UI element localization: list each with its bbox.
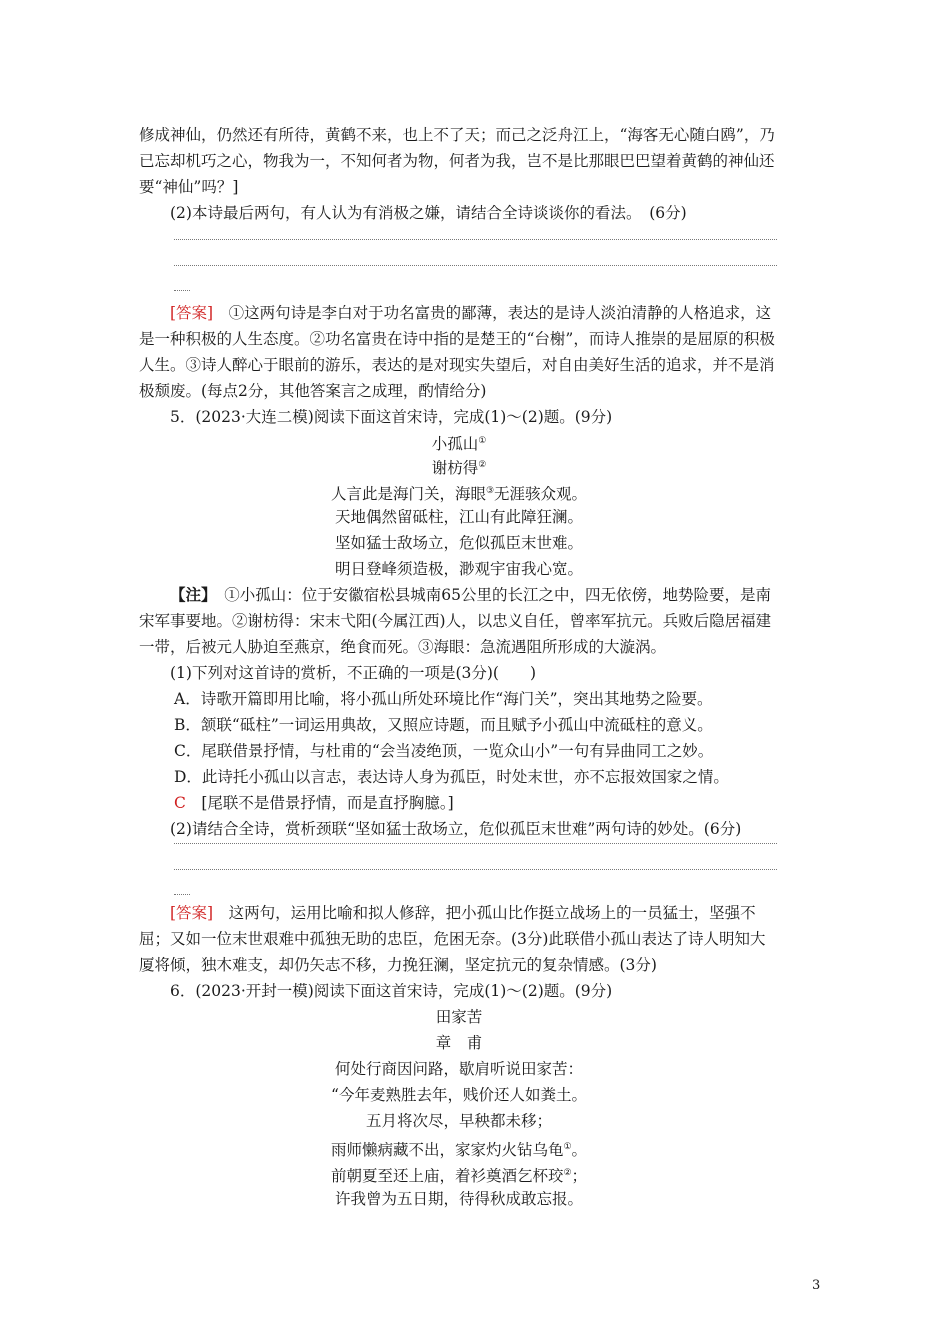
note-text: ①小孤山：位于安徽宿松县城南65公里的长江之中，四无依傍，地势险要，是南宋军事要地。②谢枋得：宋末弋阳(今属江西)人，以忠义自任，曾率军抗元。兵败后隐居福建一带，后被元人胁迫至燕京，绝食而死。③海眼：急流遇阻所形成的大漩涡。 [139,586,772,656]
poem-line-text: 前朝夏至还上庙，着衫奠酒乞杯珓 [330,1167,564,1186]
poem-line-text: 人言此是海门关，海眼 [330,485,486,504]
option-b: B．颔联“砥柱”一词运用典故，又照应诗题，而且赋予小孤山中流砥柱的意义。 [174,716,713,734]
poem-line [139,1160,779,1189]
question-5-2: (2)请结合全诗，赏析颈联“坚如猛士敌场立，危似孤臣末世难”两句诗的妙处。(6分) [170,820,742,838]
note-label: 【注】 [170,585,209,604]
page-number: 3 [812,1278,821,1293]
question-4-2: (2)本诗最后两句，有人认为有消极之嫌，请结合全诗谈谈你的看法。 (6分) [170,204,687,222]
poem-line: 天地偶然留砥柱，江山有此障狂澜。 [334,508,583,526]
answer-letter: C [174,794,186,812]
footnote-mark: ② [478,460,487,470]
answer-line [174,239,777,240]
answer-line [174,290,190,291]
poem-line: “今年麦熟胜去年，贱价还人如粪土。 [331,1086,587,1104]
poem-author [139,452,779,481]
poem-line-text: 无涯骇众观。 [494,485,588,504]
option-d: D．此诗托小孤山以言志，表达诗人身为孤臣，时处末世，亦不忘报效国家之情。 [174,768,729,786]
option-c: C．尾联借景抒情，与杜甫的“会当凌绝顶，一览众山小”一句有异曲同工之妙。 [174,742,714,760]
poem-line-text: 。 [571,1141,588,1160]
poem-title: 田家苦 [435,1008,483,1026]
answer-label: [答案] [170,904,214,922]
poem-line: 明日登峰须造极，渺观宇宙我心宽。 [334,560,583,578]
q4-answer [139,300,779,404]
poem-line-text: 雨师懒病藏不出，家家灼火钻乌龟 [330,1141,564,1160]
footnote-mark: ① [563,1142,572,1152]
q5-answer [139,900,779,978]
answer-text: 这两句，运用比喻和拟人修辞，把小孤山比作挺立战场上的一员猛士，坚强不屈；又如一位末世艰难中孤独无助的忠臣，危困无奈。(3分)此联借小孤山表达了诗人明知大厦将倾，独木难支，却仍矢志不移，力挽狂澜，坚定抗元的复杂情感。(3分) [139,904,766,974]
poem-line [139,478,779,507]
poem-title-text: 小孤山 [431,435,479,454]
question-6-stem: 6．(2023·开封一模)阅读下面这首宋诗，完成(1)～(2)题。(9分) [170,982,613,1000]
q5-1-answer [174,790,454,816]
q4-explanation-continued: 修成神仙，仍然还有所待，黄鹤不来，也上不了天；而己之泛舟江上，“海客无心随白鸥”，乃已忘却机巧之心，物我为一，不知何者为物，何者为我，岂不是比那眼巴巴望着黄鹤的神仙还要“神仙”吗？] [139,126,775,196]
footnote-mark: ① [478,436,487,446]
poem-line: 坚如猛士敌场立，危似孤臣末世难。 [334,534,583,552]
poem-line: 五月将次尽，早秧都未移； [365,1112,552,1130]
poem-line: 许我曾为五日期，待得秋成敢忘报。 [334,1190,583,1208]
answer-line [174,265,777,266]
question-5-stem: 5．(2023·大连二模)阅读下面这首宋诗，完成(1)～(2)题。(9分) [170,408,613,426]
q5-notes [139,582,779,660]
answer-line [174,869,777,870]
poem-author-text: 谢枋得 [431,459,479,478]
answer-text: ①这两句诗是李白对于功名富贵的鄙薄，表达的是诗人淡泊清静的人格追求，这是一种积极的人生态度。②功名富贵在诗中指的是楚王的“台榭”，而诗人推崇的是屈原的积极人生。③诗人醉心于眼前的游乐，表达的是对现实失望后，对自由美好生活的追求，并不是消极颓废。(每点2分，其他答案言之成理，酌情给分) [139,304,775,400]
question-5-1: (1)下列对这首诗的赏析，不正确的一项是(3分)( ) [170,664,537,682]
option-a: A．诗歌开篇即用比喻，将小孤山所处环境比作“海门关”，突出其地势之险要。 [174,690,713,708]
footnote-mark: ② [563,1168,572,1178]
poem-line [139,1134,779,1163]
answer-label: [答案] [170,304,214,322]
poem-line: 何处行商因问路，歇肩听说田家苦： [334,1060,583,1078]
answer-line [174,894,190,895]
poem-author: 章 甫 [435,1034,483,1052]
answer-line [174,843,777,844]
poem-line-text: ； [571,1167,588,1186]
footnote-mark: ③ [485,486,495,496]
answer-explanation: [尾联不是借景抒情，而是直抒胸臆。] [185,794,454,812]
